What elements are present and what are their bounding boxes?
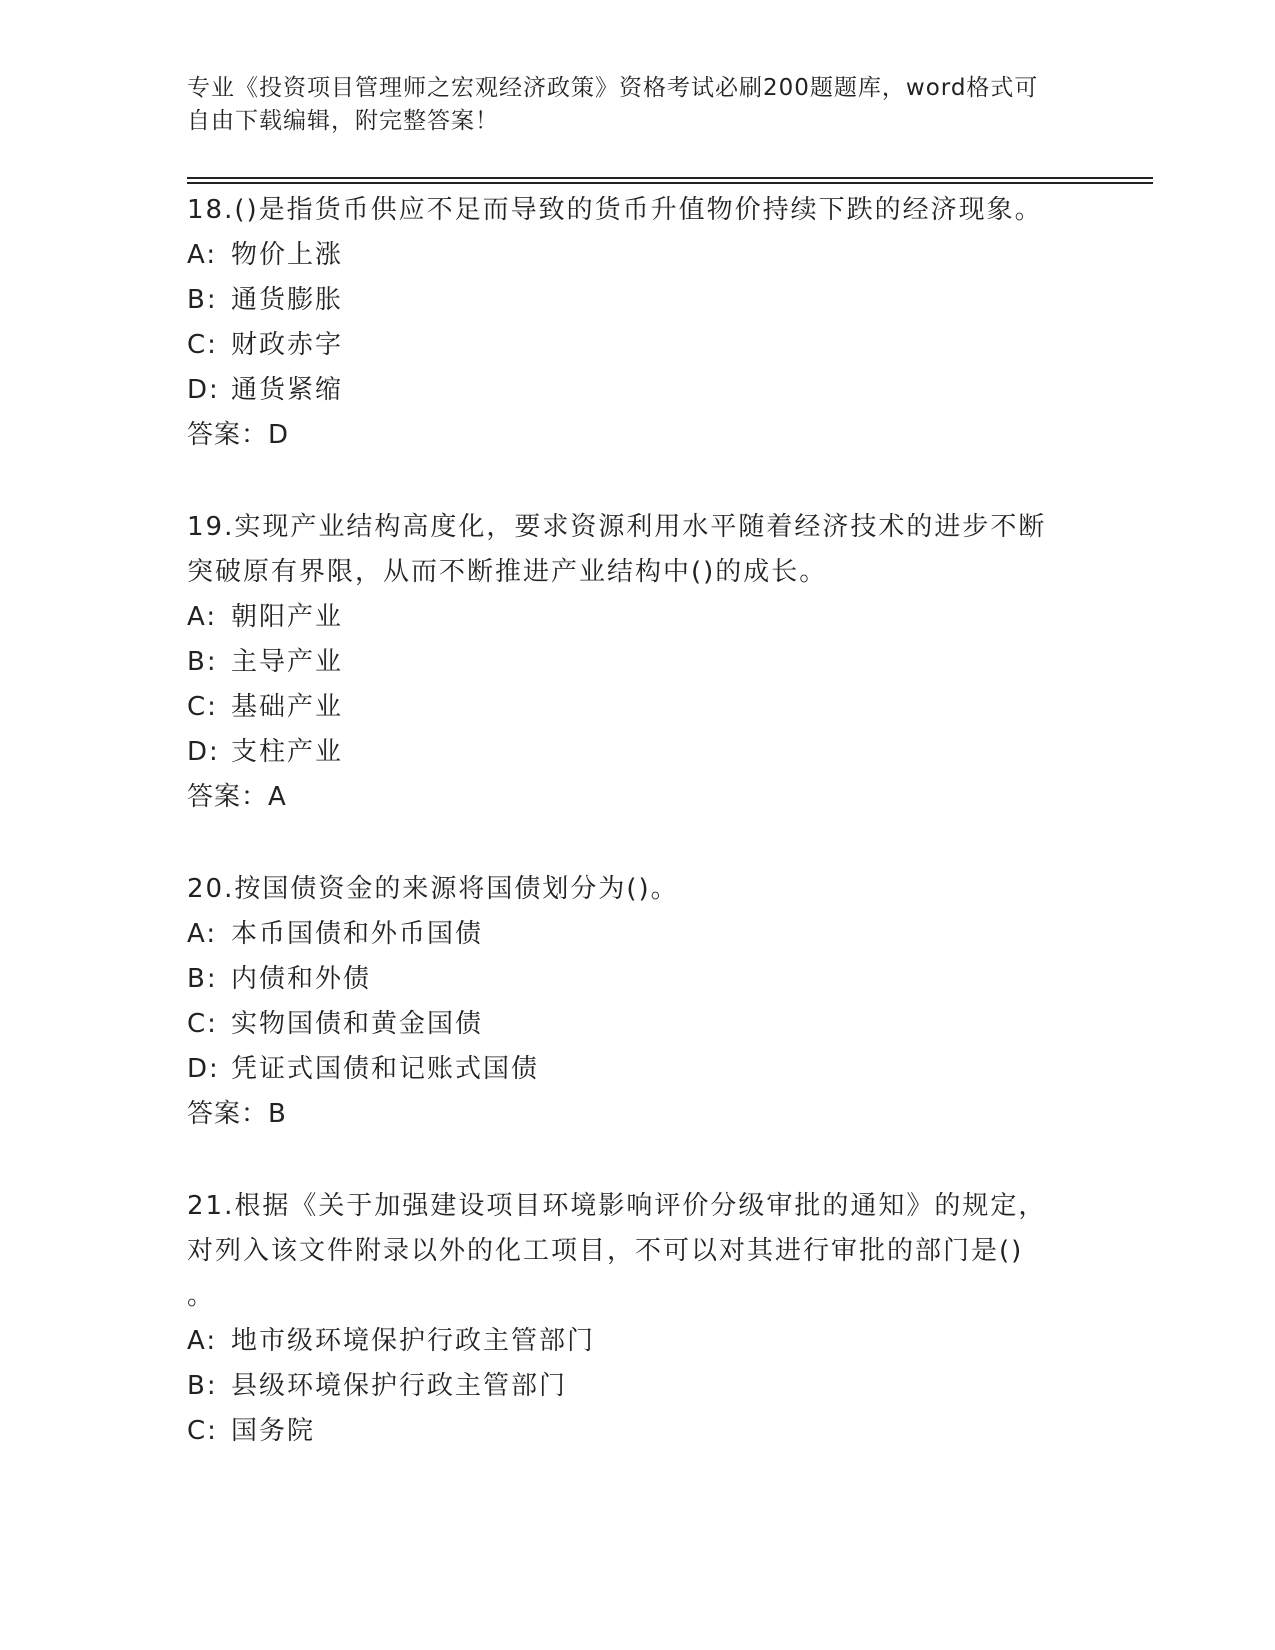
option-key: A:	[187, 1326, 218, 1356]
question-18	[187, 188, 1087, 458]
question-stem: 。	[187, 1281, 216, 1311]
option-text: 地市级环境保护行政主管部门	[231, 1326, 596, 1356]
option-key: D:	[187, 375, 220, 405]
option-key: A:	[187, 602, 218, 632]
option-text: 本币国债和外币国债	[231, 919, 484, 949]
option-text: 凭证式国债和记账式国债	[231, 1054, 540, 1084]
option-key: D:	[187, 737, 220, 767]
option-text: 内债和外债	[231, 964, 372, 994]
header-line: 专业《投资项目管理师之宏观经济政策》资格考试必刷200题题库，word格式可	[187, 75, 1039, 101]
option-key: C:	[187, 1416, 218, 1446]
option-b	[187, 278, 1087, 323]
option-b	[187, 957, 1087, 1002]
header-divider-top	[187, 177, 1153, 179]
option-text: 财政赤字	[231, 330, 344, 360]
question-stem: 突破原有界限，从而不断推进产业结构中()的成长。	[187, 557, 828, 587]
option-d	[187, 1047, 1087, 1092]
question-stem: 对列入该文件附录以外的化工项目，不可以对其进行审批的部门是()	[187, 1236, 1024, 1266]
question-20	[187, 867, 1087, 1137]
question-stem: 21.根据《关于加强建设项目环境影响评价分级审批的通知》的规定，	[187, 1191, 1047, 1221]
option-d	[187, 368, 1087, 413]
option-text: 国务院	[231, 1416, 316, 1446]
option-text: 县级环境保护行政主管部门	[231, 1371, 568, 1401]
option-text: 朝阳产业	[231, 602, 344, 632]
option-key: B:	[187, 285, 218, 315]
option-c	[187, 1409, 1087, 1454]
option-key: B:	[187, 647, 218, 677]
option-key: A:	[187, 919, 218, 949]
option-key: A:	[187, 240, 218, 270]
answer-line: 答案：A	[187, 782, 287, 812]
option-text: 支柱产业	[231, 737, 344, 767]
option-text: 基础产业	[231, 692, 344, 722]
question-19	[187, 505, 1087, 820]
question-list	[187, 188, 1087, 1501]
option-text: 通货膨胀	[231, 285, 344, 315]
option-d	[187, 730, 1087, 775]
header-divider-bottom	[187, 182, 1153, 184]
option-a	[187, 912, 1087, 957]
question-stem: 20.按国债资金的来源将国债划分为()。	[187, 874, 679, 904]
option-text: 实物国债和黄金国债	[231, 1009, 484, 1039]
document-header	[187, 72, 1067, 138]
option-c	[187, 685, 1087, 730]
question-stem: 18.()是指货币供应不足而导致的货币升值物价持续下跌的经济现象。	[187, 195, 1043, 225]
option-c	[187, 323, 1087, 368]
option-key: C:	[187, 692, 218, 722]
option-key: C:	[187, 330, 218, 360]
option-a	[187, 595, 1087, 640]
question-stem: 19.实现产业结构高度化，要求资源利用水平随着经济技术的进步不断	[187, 512, 1047, 542]
header-line: 自由下载编辑，附完整答案！	[187, 108, 499, 134]
question-21	[187, 1184, 1087, 1454]
option-b	[187, 1364, 1087, 1409]
option-key: C:	[187, 1009, 218, 1039]
option-text: 主导产业	[231, 647, 344, 677]
answer-line: 答案：B	[187, 1099, 287, 1129]
option-b	[187, 640, 1087, 685]
option-text: 通货紧缩	[231, 375, 344, 405]
option-key: B:	[187, 964, 218, 994]
option-text: 物价上涨	[231, 240, 344, 270]
option-key: D:	[187, 1054, 220, 1084]
option-key: B:	[187, 1371, 218, 1401]
option-c	[187, 1002, 1087, 1047]
option-a	[187, 233, 1087, 278]
answer-line: 答案：D	[187, 420, 290, 450]
option-a	[187, 1319, 1087, 1364]
